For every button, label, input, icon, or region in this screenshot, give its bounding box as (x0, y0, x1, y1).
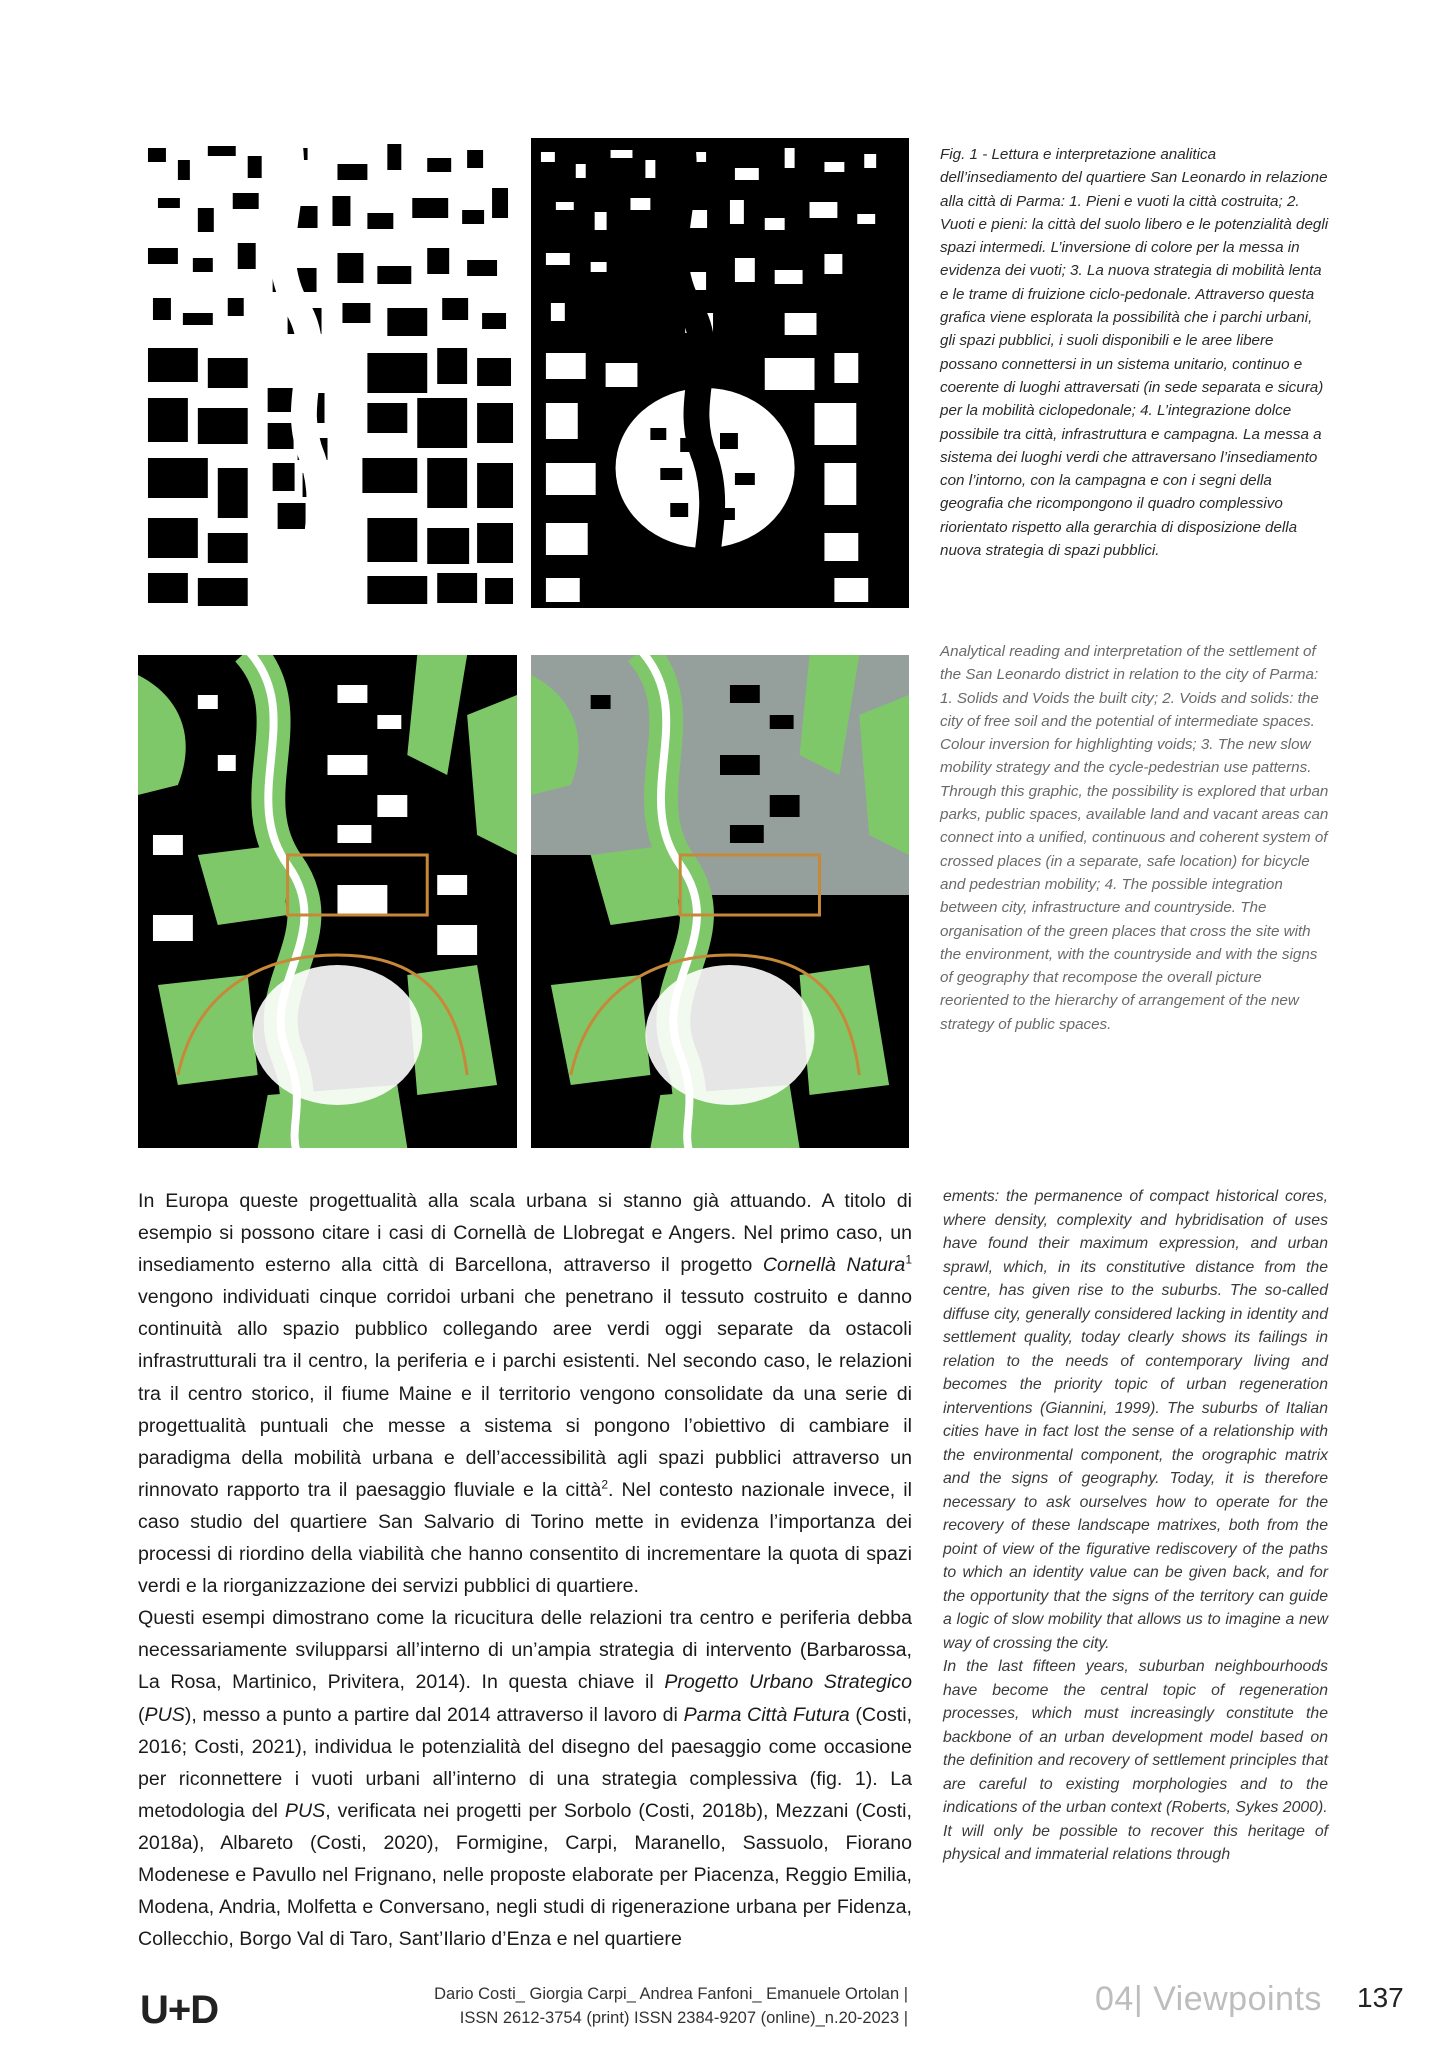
footnote-ref-2: 2 (601, 1477, 608, 1492)
side-paragraph-1: ements: the permanence of compact historical cores, where density, complexity and hybridisation of uses have found their maximum expression, and urban sprawl, which, in its constitutive distance from the centre, has given rise to the suburbs. The so-called diffuse city, generally considered lacking in identity and settlement quality, today clearly shows its failings in relation to the needs of contemporary living and becomes the priority topic of urban regeneration interventions (Giannini, 1999). The suburbs of Italian cities have in fact lost the sense of a relationship with the environmental component, the orographic matrix and the signs of geography. Today, it is therefore necessary to ask ourselves how to operate for the recovery of these landscape matrixes, both from the point of view of the figurative rediscovery of the paths to which an identity value can be given back, and for the opportunity that the signs of the territory can guide a logic of slow mobility that allows us to imagine a new way of crossing the city. (943, 1188, 1328, 1652)
map-1-graphic (138, 138, 517, 608)
map-2-graphic (531, 138, 909, 608)
map-figure-1 (138, 138, 517, 608)
footer-authors (390, 1982, 908, 2030)
map-figure-2 (531, 138, 909, 608)
footer-issn-line: ISSN 2612-3754 (print) ISSN 2384-9207 (online)_n.20-2023 | (459, 2009, 908, 2027)
main-body-text (138, 1185, 912, 1955)
page-number: 137 (1357, 1982, 1404, 2013)
map-figure-4 (531, 655, 909, 1148)
body-paragraph-1: In Europa queste progettualità alla scala urbana si stanno già attuando. A titolo di esempio si possono citare i casi di Cornellà de Llobregat e Angers. Nel primo caso, un insediamento esterno alla città di Barcellona, attraverso il progetto Cornellà Natura$^1$ vengono individuati cinque corridoi urbani che penetrano il tessuto costruito e danno continuità allo spazio pubblico collegando aree verdi oggi separate da ostacoli infrastrutturali tra il centro, la periferia e i parchi esistenti. Nel secondo caso, le relazioni tra il centro storico, il fiume Maine e il territorio vengono consolidate da una serie di progettualità puntuali che messe a sistema si pongono l’obiettivo di cambiare il paradigma della mobilità urbana e dell’accessibilità agli spazi pubblici attraverso un rinnovato rapporto tra il paesaggio fluviale e la città$^2$. Nel contesto nazionale invece, il caso studio del quartiere San Salvario di Torino mette in evidenza l’importanza dei processi di riordino della viabilità che hanno consentito di incrementare la quota di spazi verdi e la riorganizzazione dei servizi pubblici di quartiere. (138, 1190, 912, 1598)
side-paragraph-2: In the last fifteen years, suburban neighbourhoods have become the central topic of regeneration processes, which must increasingly constitute the backbone of an urban development model based on the definition and recovery of settlement principles that are careful to existing morphologies and to the indications of the urban context (Roberts, Sykes 2000). (943, 1658, 1328, 1816)
side-paragraph-3: It will only be possible to recover this heritage of physical and immaterial relations through (943, 1822, 1328, 1863)
footer-section-title: 04| Viewpoints (1095, 1980, 1322, 2018)
side-column-english-text (943, 1185, 1328, 1867)
map-3-graphic (138, 655, 517, 1148)
footnote-ref-1: 1 (905, 1252, 912, 1267)
figure-caption-italian: Fig. 1 - Lettura e interpretazione analitica dell’insediamento del quartiere San Leonardo in relazione alla città di Parma: 1. Pieni e vuoti la città costruita; 2. Vuoti e pieni: la città del suolo libero e le potenzialità degli spazi intermedi. L’inversione di colore per la messa in evidenza dei vuoti; 3. La nuova strategia di mobilità lenta e le trame di fruizione ciclo-pedonale. Attraverso questa grafica viene esplorata la possibilità che i parchi urbani, gli spazi pubblici, i suoli disponibili e le aree libere possano connettersi in un sistema unitario, continuo e coerente di luoghi attraversati (in sede separata e sicura) per la mobilità ciclopedonale; 4. L’integrazione dolce possibile tra città, infrastruttura e campagna. La messa a sistema dei luoghi verdi che attraversano l’insediamento con l’intorno, con la campagna e con i segni della geografia che ricompongono il quadro complessivo riorientato rispetto alla gerarchia di disposizione della nuova strategia di spazi pubblici. (940, 146, 1329, 560)
body-paragraph-2: Questi esempi dimostrano come la ricucitura delle relazioni tra centro e periferia debba necessariamente svilupparsi all’interno di un’ampia strategia di intervento (Barbarossa, La Rosa, Martinico, Privitera, 2014). In questa chiave il Progetto Urbano Strategico (PUS), messo a punto a partire dal 2014 attraverso il lavoro di Parma Città Futura (Costi, 2016; Costi, 2021), individua le potenzialità del disegno del paesaggio come occasione per riconnettere i vuoti urbani all’interno di una strategia complessiva (fig. 1). La metodologia del PUS, verificata nei progetti per Sorbolo (Costi, 2018b), Mezzani (Costi, 2018a), Albareto (Costi, 2020), Formigine, Carpi, Maranello, Sassuolo, Fiorano Modenese e Pavullo nel Frignano, nelle proposte elaborate per Piacenza, Reggio Emilia, Modena, Andria, Molfetta e Conversano, negli studi di rigenerazione urbana per Fidenza, Collecchio, Borgo Val di Taro, Sant’Ilario d’Enza e nel quartiere (138, 1607, 913, 1951)
figure-caption-english: Analytical reading and interpretation of the settlement of the San Leonardo district in relation to the city of Parma: 1. Solids and Voids the built city; 2. Voids and solids: the city of free soil and the potential of intermediate spaces. Colour inversion for highlighting voids; 3. The new slow mobility strategy and the cycle-pedestrian use patterns. Through this graphic, the possibility is explored that urban parks, public spaces, available land and vacant areas can connect into a unified, continuous and coherent system of crossed places (in a separate, safe location) for bicycle and pedestrian mobility; 4. The possible integration between city, infrastructure and countryside. The organisation of the green places that cross the site with the environment, with the countryside and with the signs of geography that recompose the overall picture reoriented to the hierarchy of arrangement of the new strategy of public spaces. (940, 643, 1329, 1033)
journal-logo: U+D (140, 1988, 219, 2032)
map-figure-3 (138, 655, 517, 1148)
footer-author-line: Dario Costi_ Giorgia Carpi_ Andrea Fanfoni_ Emanuele Ortolan | (434, 1985, 908, 2003)
map-4-graphic (531, 655, 909, 1148)
